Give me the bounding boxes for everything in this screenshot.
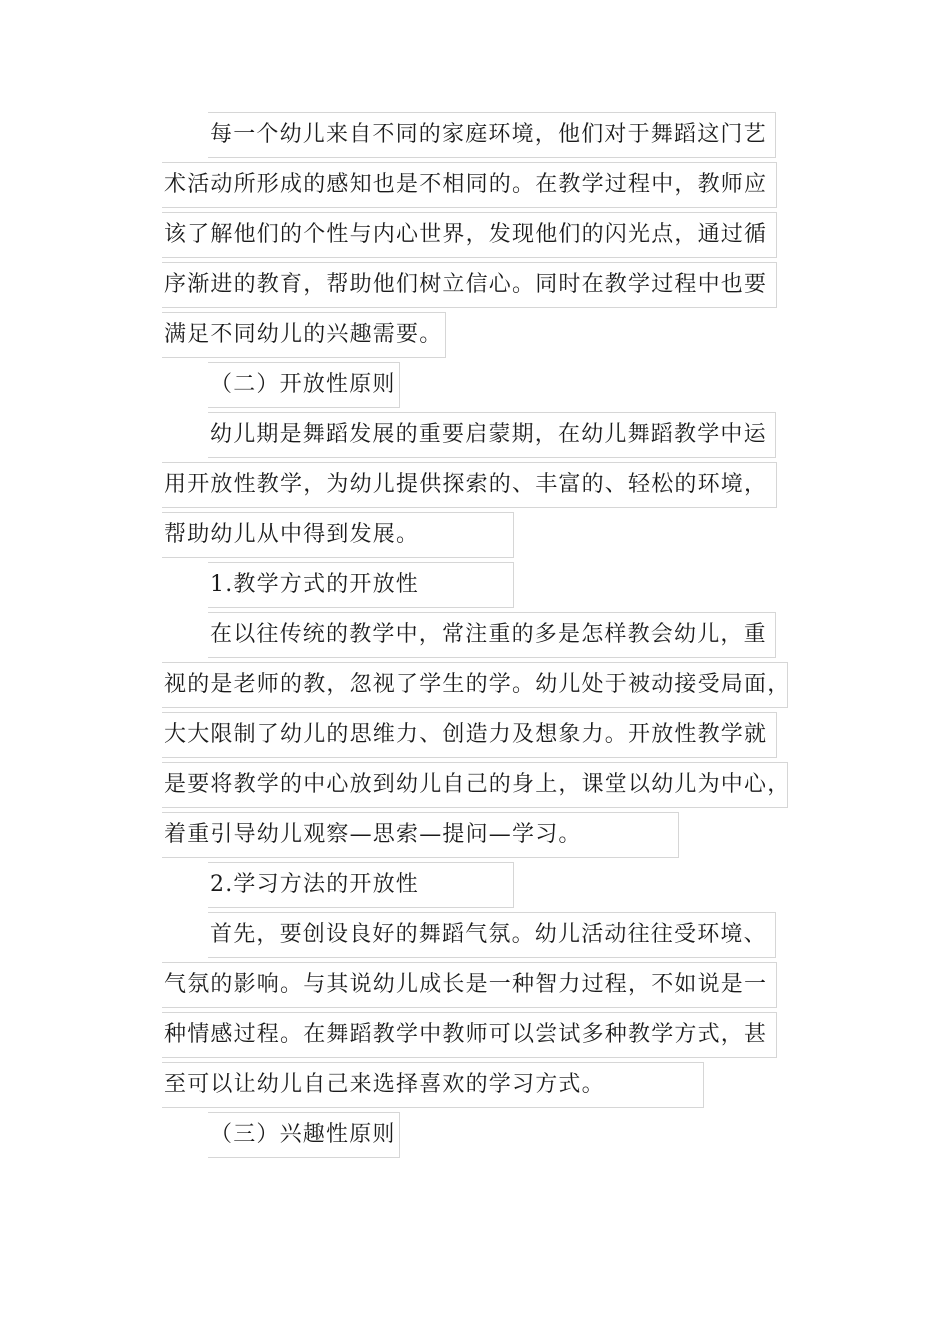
- paragraph-2-line-3: 帮助幼儿从中得到发展。: [162, 512, 514, 558]
- paragraph-4-line-3: 种情感过程。在舞蹈教学中教师可以尝试多种教学方式，甚: [162, 1012, 777, 1058]
- paragraph-3-line-5: 着重引导幼儿观察—思索—提问—学习。: [162, 812, 679, 858]
- paragraph-1-line-1: 每一个幼儿来自不同的家庭环境，他们对于舞蹈这门艺: [208, 112, 776, 158]
- paragraph-4-line-2: 气氛的影响。与其说幼儿成长是一种智力过程，不如说是一: [162, 962, 777, 1008]
- paragraph-1-line-3: 该了解他们的个性与内心世界，发现他们的闪光点，通过循: [162, 212, 777, 258]
- paragraph-4-line-4: 至可以让幼儿自己来选择喜欢的学习方式。: [162, 1062, 704, 1108]
- paragraph-3-line-3: 大大限制了幼儿的思维力、创造力及想象力。开放性教学就: [162, 712, 777, 758]
- subsection-heading-2: 2.学习方法的开放性: [208, 862, 514, 908]
- paragraph-1-line-4: 序渐进的教育，帮助他们树立信心。同时在教学过程中也要: [162, 262, 777, 308]
- paragraph-1-line-2: 术活动所形成的感知也是不相同的。在教学过程中，教师应: [162, 162, 777, 208]
- paragraph-4-line-1: 首先，要创设良好的舞蹈气氛。幼儿活动往往受环境、: [208, 912, 776, 958]
- subsection-heading-1: 1.教学方式的开放性: [208, 562, 514, 608]
- paragraph-3-line-4: 是要将教学的中心放到幼儿自己的身上，课堂以幼儿为中心，: [162, 762, 788, 808]
- paragraph-2-line-1: 幼儿期是舞蹈发展的重要启蒙期，在幼儿舞蹈教学中运: [208, 412, 776, 458]
- paragraph-1-line-5: 满足不同幼儿的兴趣需要。: [162, 312, 446, 358]
- paragraph-3-line-1: 在以往传统的教学中，常注重的多是怎样教会幼儿，重: [208, 612, 776, 658]
- section-heading-2: （二）开放性原则: [208, 362, 400, 408]
- section-heading-3: （三）兴趣性原则: [208, 1112, 400, 1158]
- paragraph-3-line-2: 视的是老师的教，忽视了学生的学。幼儿处于被动接受局面，: [162, 662, 788, 708]
- paragraph-2-line-2: 用开放性教学，为幼儿提供探索的、丰富的、轻松的环境，: [162, 462, 777, 508]
